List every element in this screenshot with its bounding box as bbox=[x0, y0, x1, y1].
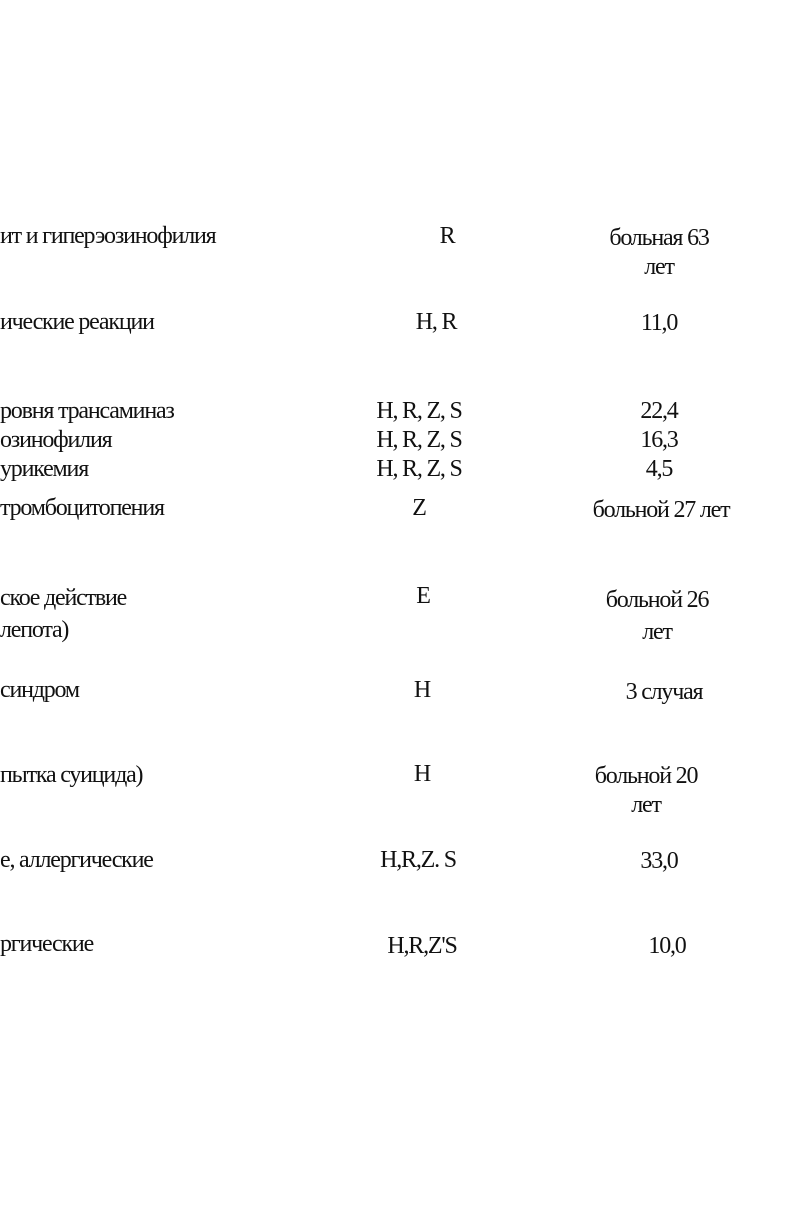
reaction-text: урикемия bbox=[0, 456, 89, 482]
reaction-cell bbox=[0, 222, 215, 251]
reaction-text: ит и гиперэозинофилия bbox=[0, 223, 216, 249]
frequency-cell bbox=[549, 224, 769, 282]
drug-cell bbox=[336, 308, 536, 337]
reaction-cell bbox=[0, 846, 153, 875]
drug-cell bbox=[323, 582, 523, 611]
frequency-text: 33,0 bbox=[640, 848, 678, 874]
drug-text: E bbox=[416, 583, 430, 609]
reaction-text: лепота) bbox=[0, 617, 69, 643]
reaction-text: ское действие bbox=[0, 585, 127, 611]
drug-text: H bbox=[413, 677, 431, 703]
reaction-text: е, аллергические bbox=[0, 847, 153, 873]
frequency-text: 3 случая bbox=[625, 679, 703, 705]
reaction-text: пытка суицида) bbox=[0, 762, 143, 788]
drug-text: H, R, Z, S bbox=[376, 427, 462, 453]
frequency-cell bbox=[547, 584, 767, 648]
drug-cell bbox=[347, 222, 547, 251]
frequency-text: лет bbox=[642, 619, 672, 645]
frequency-text: больная 63 bbox=[609, 225, 709, 251]
frequency-cell bbox=[536, 762, 756, 820]
drug-cell bbox=[322, 676, 522, 705]
reaction-cell bbox=[0, 494, 164, 523]
frequency-text: больной 27 лет bbox=[592, 497, 730, 523]
frequency-cell bbox=[549, 847, 769, 876]
frequency-text: больной 26 bbox=[605, 587, 709, 613]
frequency-text: лет bbox=[644, 254, 674, 280]
frequency-text: 11,0 bbox=[640, 310, 678, 336]
reaction-text: тромбоцитопения bbox=[0, 495, 164, 521]
drug-text: H, R, Z, S bbox=[376, 456, 462, 482]
drug-text: R bbox=[439, 223, 455, 249]
drug-text: H, R bbox=[415, 309, 457, 335]
frequency-cell bbox=[551, 496, 771, 525]
frequency-text: 22,4 bbox=[640, 398, 678, 424]
drug-text: Z bbox=[412, 495, 426, 521]
drug-text: H, R, Z, S bbox=[376, 398, 462, 424]
drug-cell bbox=[322, 760, 522, 789]
frequency-cell bbox=[549, 309, 769, 338]
drug-cell bbox=[322, 932, 522, 961]
frequency-text: 10,0 bbox=[648, 933, 686, 959]
drug-text: H,R,Z. S bbox=[380, 847, 456, 873]
frequency-text: больной 20 bbox=[594, 763, 698, 789]
reaction-text: синдром bbox=[0, 677, 79, 703]
reaction-cell bbox=[0, 930, 93, 959]
reaction-text: ргические bbox=[0, 931, 94, 957]
frequency-cell bbox=[554, 678, 774, 707]
reaction-cell bbox=[0, 397, 174, 484]
drug-cell bbox=[319, 494, 519, 523]
frequency-cell bbox=[557, 932, 777, 961]
reaction-cell bbox=[0, 761, 142, 790]
reaction-cell bbox=[0, 308, 154, 337]
reaction-text: ические реакции bbox=[0, 309, 154, 335]
reaction-cell bbox=[0, 582, 126, 646]
frequency-text: лет bbox=[631, 792, 661, 818]
drug-cell bbox=[318, 846, 518, 875]
reaction-text: озинофилия bbox=[0, 427, 112, 453]
reaction-text: ровня трансаминаз bbox=[0, 398, 174, 424]
frequency-text: 4,5 bbox=[645, 456, 673, 482]
frequency-cell bbox=[549, 397, 769, 484]
drug-cell bbox=[319, 397, 519, 484]
drug-text: H bbox=[413, 761, 431, 787]
reaction-cell bbox=[0, 676, 79, 705]
drug-text: H,R,Z'S bbox=[387, 933, 457, 959]
frequency-text: 16,3 bbox=[640, 427, 678, 453]
